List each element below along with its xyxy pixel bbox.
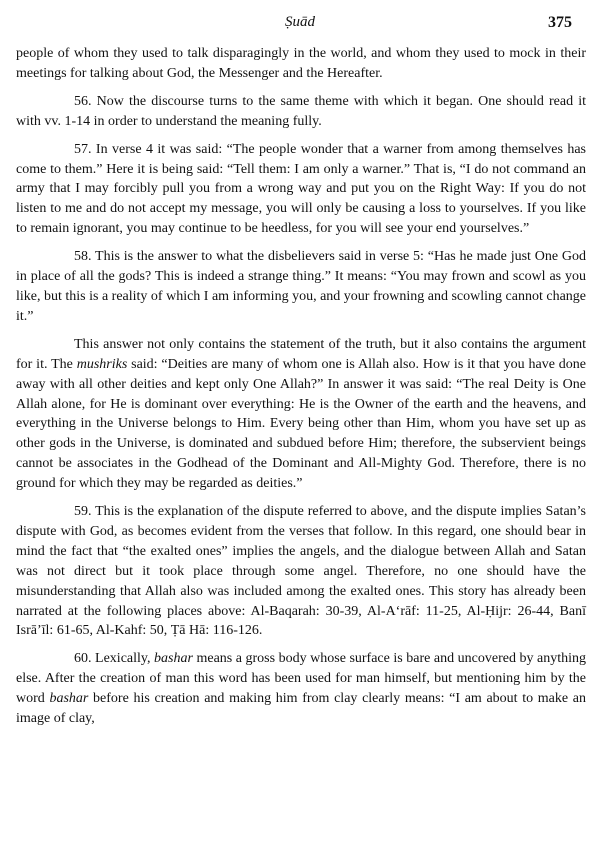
body-text <box>16 44 586 737</box>
italic-term: bashar <box>154 651 193 667</box>
note-58 <box>16 247 586 327</box>
running-head: Ṣuād <box>285 14 315 30</box>
paragraph-text: 58. This is the answer to what the disbelievers said in verse 5: “Has he made just One God in place of all the gods? This is indeed a strange thing.” It means: “You may frown and scowl as you like, but this is a reality of which I am informing you, and your frowning and scowling cannot change it.” <box>16 249 586 324</box>
page-header <box>0 14 600 34</box>
note-56 <box>16 92 586 132</box>
italic-term: mushriks <box>76 356 128 372</box>
paragraph-text: before his creation and making him from clay clearly means: “I am about to make an image of clay, <box>16 691 586 727</box>
paragraph-continuation <box>16 44 586 84</box>
paragraph-text: 60. Lexically, <box>74 651 155 667</box>
page-number: 375 <box>548 14 572 31</box>
paragraph-text: people of whom they used to talk disparagingly in the world, and whom they used to mock in their meetings for talking about God, the Messenger and the Hereafter. <box>16 46 586 81</box>
paragraph-text: means a gross body whose surface is bare and uncovered by anything else. After the creation of man this word has been used for man himself, but mentioning him by the word <box>16 651 587 707</box>
italic-term: bashar <box>49 691 89 707</box>
note-59 <box>16 502 586 641</box>
paragraph-text: 56. Now the discourse turns to the same theme with which it began. One should read it with vv. 1-14 in order to understand the meaning fully. <box>16 93 586 129</box>
paragraph-text: This answer not only contains the statement of the truth, but it also contains the argument for it. The <box>16 336 586 372</box>
paragraph-text: said: “Deities are many of whom one is Allah also. How is it that you have done away with all other deities and kept only One Allah?” In answer it was said: “The real Deity is One Allah alone, for He is dominant over everything: He is the Owner of the earth and the heavens, and everything in the Universe belongs to Him. Every being other than Him, whom you have set up as other gods in the Universe, is dominated and subdued before Him; therefore, the subservient beings cannot be associates in the Godhead of the Dominant and All-Mighty God. Therefore, there is no ground for which they may be regarded as deities.” <box>16 356 586 492</box>
note-60 <box>16 649 586 729</box>
note-58-continued <box>16 335 586 494</box>
note-57 <box>16 140 586 240</box>
paragraph-text: 59. This is the explanation of the dispute referred to above, and the dispute implies Satan’s dispute with God, as becomes evident from the verses that follow. In this regard, one should bear in mind the fact that “the exalted ones” implies the angels, and the dialogue between Allah and Satan was not direct but it took place through some angel. Therefore, no one should have the misunderstanding that Allah also was included among the exalted ones. This story has already been narrated at the following places above: Al-Baqarah: 30-39, Al-A‘rāf: 11-25, Al-Ḥijr: 26-44, Banī Isrā’īl: 61-65, Al-Kahf: 50, Ṭā Hā: 116-126. <box>16 504 586 639</box>
paragraph-text: 57. In verse 4 it was said: “The people wonder that a warner from among themselves has come to them.” Here it is being said: “Tell them: I am only a warner.” That is, “I do not command an army that I may forcibly pull you from a wrong way and put you on the Right Way: If you do not listen to me and do not accept my message, you will only be causing a loss to yourselves. If you like to remain ignorant, you may continue to be heedless, for you will see your end yourselves.” <box>16 141 586 237</box>
